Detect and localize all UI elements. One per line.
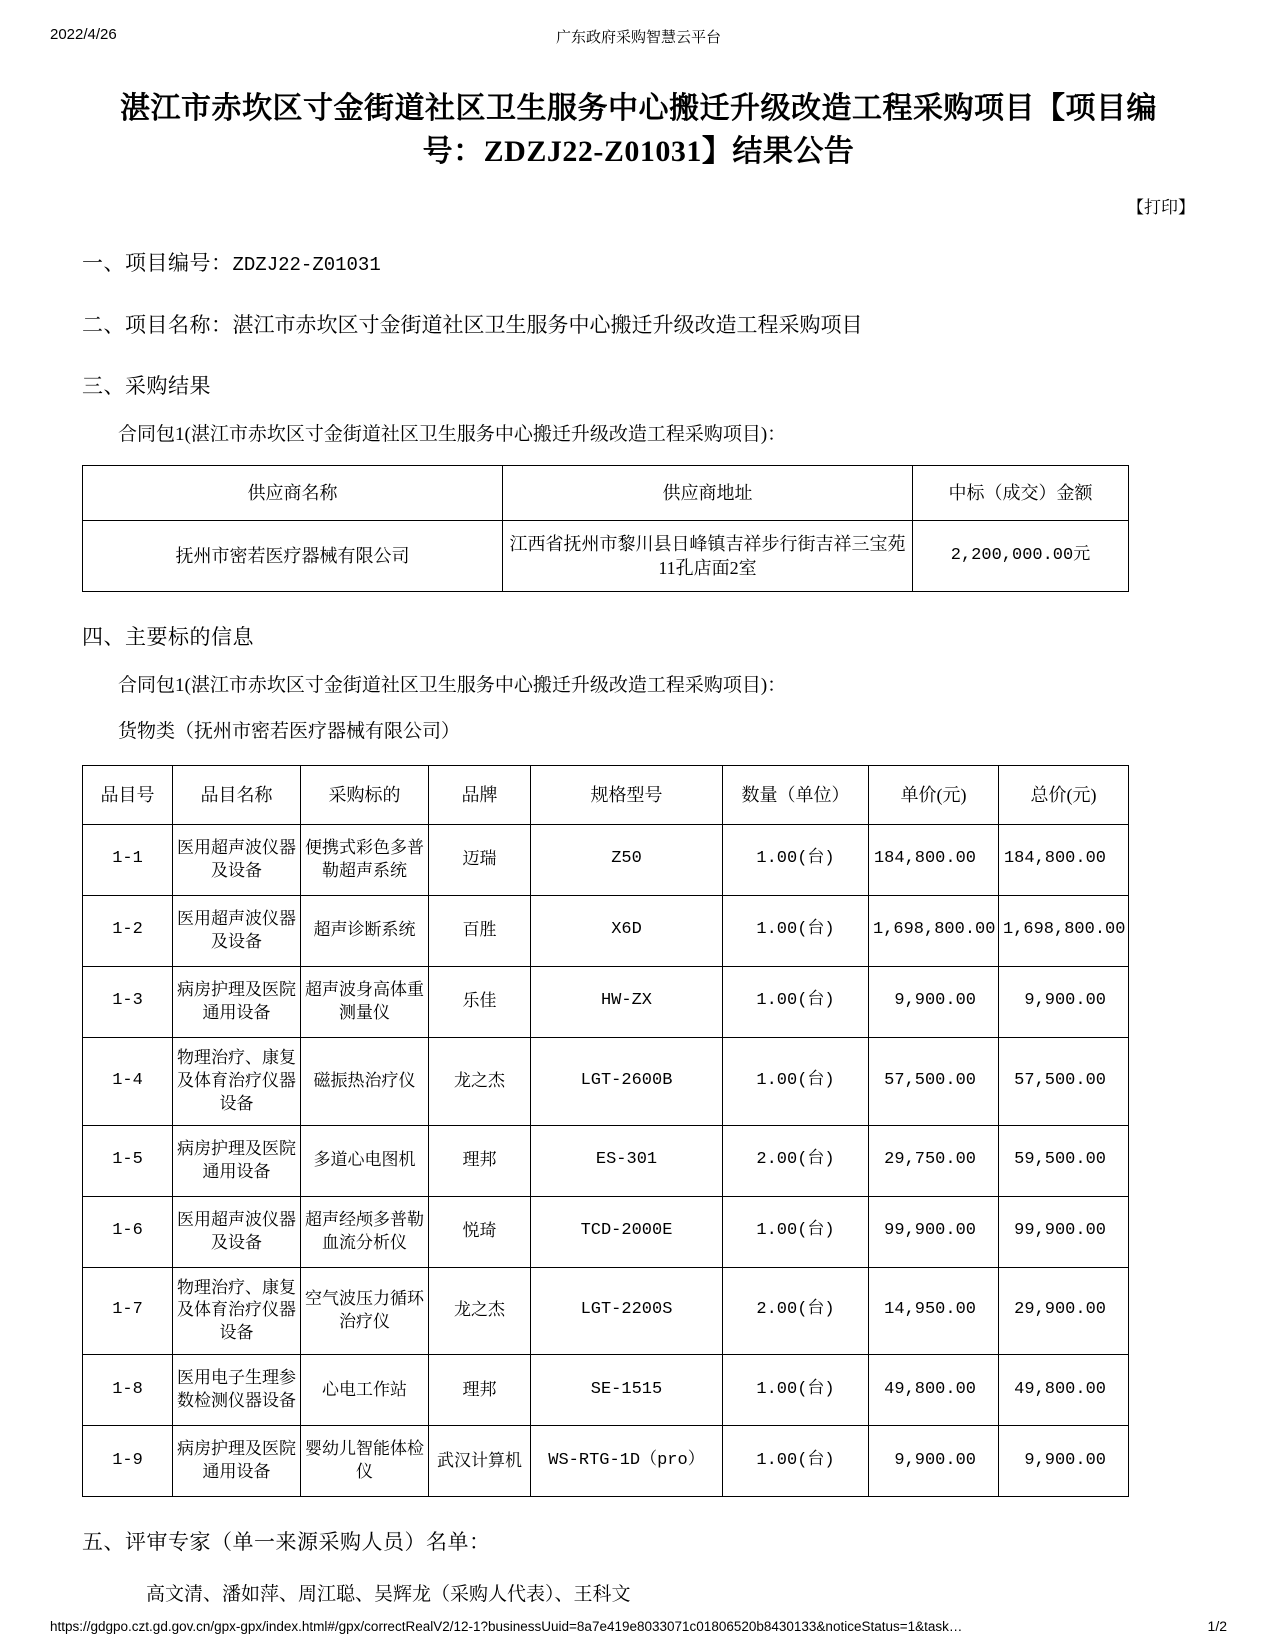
cell-item-code: 1-1 xyxy=(83,824,173,895)
col-item-model: 规格型号 xyxy=(531,765,723,824)
cell-item-code: 1-5 xyxy=(83,1125,173,1196)
cell-item-unit-price: 9,900.00 xyxy=(869,966,999,1037)
footer-url: https://gdgpo.czt.gd.gov.cn/gpx-gpx/index.html#/gpx/correctRealV2/12-1?businessUuid=8a7e419e8033071c01806520b8430133&noticeStatus=1&task… xyxy=(50,1619,963,1634)
cell-item-brand: 迈瑞 xyxy=(429,824,531,895)
cell-item-category: 物理治疗、康复及体育治疗仪器设备 xyxy=(173,1037,301,1125)
cell-item-brand: 武汉计算机 xyxy=(429,1426,531,1497)
cell-item-code: 1-6 xyxy=(83,1196,173,1267)
cell-item-model: HW-ZX xyxy=(531,966,723,1037)
cell-item-brand: 龙之杰 xyxy=(429,1037,531,1125)
col-supplier-name: 供应商名称 xyxy=(83,466,503,521)
cell-item-total-price: 9,900.00 xyxy=(999,966,1129,1037)
cell-item-total-price: 1,698,800.00 xyxy=(999,895,1129,966)
section-1-label: 一、项目编号： xyxy=(82,251,233,276)
cell-item-model: WS-RTG-1D（pro） xyxy=(531,1426,723,1497)
cell-item-target: 超声诊断系统 xyxy=(301,895,429,966)
table-row xyxy=(83,1125,1129,1196)
cell-item-unit-price: 1,698,800.00 xyxy=(869,895,999,966)
items-table xyxy=(82,765,1129,1498)
cell-item-model: ES-301 xyxy=(531,1125,723,1196)
section-2-label: 二、项目名称： xyxy=(82,312,233,337)
cell-item-unit-price: 9,900.00 xyxy=(869,1426,999,1497)
cell-item-quantity: 2.00(台) xyxy=(723,1125,869,1196)
section-project-name xyxy=(50,310,1227,342)
cell-item-total-price: 184,800.00 xyxy=(999,824,1129,895)
cell-item-total-price: 99,900.00 xyxy=(999,1196,1129,1267)
cell-item-category: 医用超声波仪器及设备 xyxy=(173,824,301,895)
cell-item-category: 病房护理及医院通用设备 xyxy=(173,966,301,1037)
cell-item-model: Z50 xyxy=(531,824,723,895)
cell-item-unit-price: 29,750.00 xyxy=(869,1125,999,1196)
col-item-unit-price: 单价(元) xyxy=(869,765,999,824)
header-date: 2022/4/26 xyxy=(50,26,117,43)
cell-item-total-price: 49,800.00 xyxy=(999,1355,1129,1426)
table-row xyxy=(83,1267,1129,1355)
cell-item-category: 病房护理及医院通用设备 xyxy=(173,1426,301,1497)
cell-item-code: 1-7 xyxy=(83,1267,173,1355)
cell-item-quantity: 1.00(台) xyxy=(723,1426,869,1497)
cell-item-brand: 百胜 xyxy=(429,895,531,966)
section-project-code xyxy=(50,248,1227,280)
cell-item-target: 婴幼儿智能体检仪 xyxy=(301,1426,429,1497)
cell-item-unit-price: 49,800.00 xyxy=(869,1355,999,1426)
cell-item-brand: 悦琦 xyxy=(429,1196,531,1267)
col-item-quantity: 数量（单位） xyxy=(723,765,869,824)
cell-item-code: 1-9 xyxy=(83,1426,173,1497)
cell-item-category: 医用电子生理参数检测仪器设备 xyxy=(173,1355,301,1426)
cell-item-target: 多道心电图机 xyxy=(301,1125,429,1196)
cell-item-code: 1-8 xyxy=(83,1355,173,1426)
cell-item-quantity: 2.00(台) xyxy=(723,1267,869,1355)
col-item-code: 品目号 xyxy=(83,765,173,824)
section-review-experts xyxy=(50,1527,1227,1609)
cell-item-target: 空气波压力循环治疗仪 xyxy=(301,1267,429,1355)
cell-item-quantity: 1.00(台) xyxy=(723,824,869,895)
cell-item-unit-price: 14,950.00 xyxy=(869,1267,999,1355)
header-platform-name: 广东政府采购智慧云平台 xyxy=(555,29,721,46)
section-procurement-result xyxy=(50,371,1227,449)
section-3-label: 三、采购结果 xyxy=(82,374,211,399)
cell-item-total-price: 59,500.00 xyxy=(999,1125,1129,1196)
col-item-target: 采购标的 xyxy=(301,765,429,824)
cell-item-brand: 理邦 xyxy=(429,1355,531,1426)
cell-item-total-price: 29,900.00 xyxy=(999,1267,1129,1355)
table-row xyxy=(83,895,1129,966)
page-header xyxy=(50,26,1227,50)
cell-item-quantity: 1.00(台) xyxy=(723,895,869,966)
cell-item-unit-price: 57,500.00 xyxy=(869,1037,999,1125)
col-supplier-address: 供应商地址 xyxy=(503,466,913,521)
col-item-total-price: 总价(元) xyxy=(999,765,1129,824)
cell-item-code: 1-2 xyxy=(83,895,173,966)
project-code-value: ZDZJ22-Z01031 xyxy=(232,254,381,277)
col-item-brand: 品牌 xyxy=(429,765,531,824)
table-row xyxy=(83,1426,1129,1497)
cell-supplier-address: 江西省抚州市黎川县日峰镇吉祥步行街吉祥三宝苑11孔店面2室 xyxy=(503,521,913,592)
cell-item-category: 医用超声波仪器及设备 xyxy=(173,895,301,966)
page-title: 湛江市赤坎区寸金街道社区卫生服务中心搬迁升级改造工程采购项目【项目编号：ZDZJ22-Z01031】结果公告 xyxy=(120,92,1157,168)
cell-item-code: 1-4 xyxy=(83,1037,173,1125)
experts-list: 高文清、潘如萍、周江聪、吴辉龙（采购人代表）、王科文 xyxy=(146,1583,631,1605)
table-header-row xyxy=(83,765,1129,824)
cell-item-target: 超声波身高体重测量仪 xyxy=(301,966,429,1037)
table-header-row xyxy=(83,466,1129,521)
cell-item-target: 便携式彩色多普勒超声系统 xyxy=(301,824,429,895)
print-row xyxy=(50,193,1227,218)
cell-item-model: LGT-2600B xyxy=(531,1037,723,1125)
section-5-label: 五、评审专家（单一来源采购人员）名单： xyxy=(82,1530,491,1555)
cell-award-amount: 2,200,000.00元 xyxy=(913,521,1129,592)
cell-item-total-price: 9,900.00 xyxy=(999,1426,1129,1497)
cell-item-model: TCD-2000E xyxy=(531,1196,723,1267)
cell-supplier-name: 抚州市密若医疗器械有限公司 xyxy=(83,521,503,592)
col-item-category: 品目名称 xyxy=(173,765,301,824)
cell-item-category: 物理治疗、康复及体育治疗仪器设备 xyxy=(173,1267,301,1355)
cell-item-brand: 理邦 xyxy=(429,1125,531,1196)
section-4-category-label: 货物类（抚州市密若医疗器械有限公司） xyxy=(118,721,461,743)
table-row xyxy=(83,824,1129,895)
cell-item-quantity: 1.00(台) xyxy=(723,966,869,1037)
cell-item-target: 磁振热治疗仪 xyxy=(301,1037,429,1125)
section-main-items xyxy=(50,622,1227,747)
cell-item-quantity: 1.00(台) xyxy=(723,1196,869,1267)
section-4-package-label: 合同包1(湛江市赤坎区寸金街道社区卫生服务中心搬迁升级改造工程采购项目)： xyxy=(118,674,787,696)
table-row xyxy=(83,1355,1129,1426)
cell-item-brand: 乐佳 xyxy=(429,966,531,1037)
cell-item-category: 医用超声波仪器及设备 xyxy=(173,1196,301,1267)
print-button[interactable]: 【打印】 xyxy=(1127,198,1195,218)
cell-item-model: LGT-2200S xyxy=(531,1267,723,1355)
cell-item-unit-price: 184,800.00 xyxy=(869,824,999,895)
cell-item-unit-price: 99,900.00 xyxy=(869,1196,999,1267)
section-4-label: 四、主要标的信息 xyxy=(82,625,254,650)
page-footer xyxy=(0,1618,1277,1634)
table-row xyxy=(83,1196,1129,1267)
table-row xyxy=(83,966,1129,1037)
cell-item-quantity: 1.00(台) xyxy=(723,1037,869,1125)
table-row xyxy=(83,521,1129,592)
section-3-package-label: 合同包1(湛江市赤坎区寸金街道社区卫生服务中心搬迁升级改造工程采购项目)： xyxy=(118,423,787,445)
cell-item-quantity: 1.00(台) xyxy=(723,1355,869,1426)
col-award-amount: 中标（成交）金额 xyxy=(913,466,1129,521)
project-name-value: 湛江市赤坎区寸金街道社区卫生服务中心搬迁升级改造工程采购项目 xyxy=(232,312,863,337)
cell-item-code: 1-3 xyxy=(83,966,173,1037)
cell-item-target: 超声经颅多普勒血流分析仪 xyxy=(301,1196,429,1267)
footer-page-number: 1/2 xyxy=(1207,1618,1227,1634)
cell-item-target: 心电工作站 xyxy=(301,1355,429,1426)
cell-item-model: SE-1515 xyxy=(531,1355,723,1426)
cell-item-brand: 龙之杰 xyxy=(429,1267,531,1355)
table-row xyxy=(83,1037,1129,1125)
cell-item-model: X6D xyxy=(531,895,723,966)
cell-item-total-price: 57,500.00 xyxy=(999,1037,1129,1125)
cell-item-category: 病房护理及医院通用设备 xyxy=(173,1125,301,1196)
supplier-table xyxy=(82,465,1129,592)
